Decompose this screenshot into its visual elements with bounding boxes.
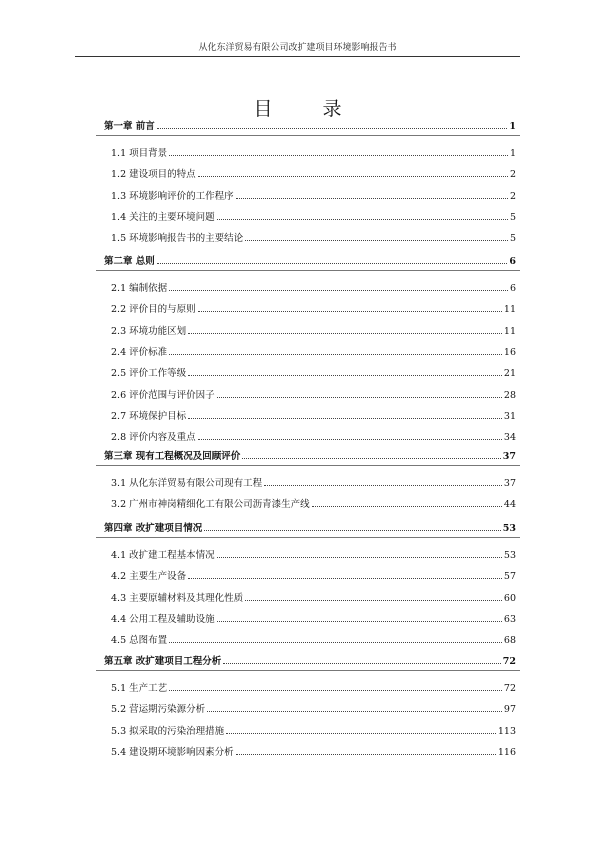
section-page-number: 2 <box>509 169 516 181</box>
section-page-number: 37 <box>503 478 516 489</box>
section-title: 5.1 生产工艺 <box>111 683 168 694</box>
running-header: 从化东洋贸易有限公司改扩建项目环境影响报告书 <box>198 43 397 53</box>
dot-leader <box>217 396 502 398</box>
dot-leader <box>188 374 502 376</box>
dot-leader <box>188 332 502 334</box>
toc-section-entry[interactable] <box>111 593 516 605</box>
section-title: 4.4 公用工程及辅助设施 <box>111 613 215 625</box>
dot-leader <box>264 484 502 486</box>
chapter-divider <box>96 670 520 671</box>
toc-heading: 目 录 <box>253 98 364 120</box>
dot-leader <box>169 353 502 355</box>
chapter-page-number: 1 <box>509 121 516 132</box>
toc-chapter-entry[interactable] <box>104 523 516 535</box>
section-title: 2.4 评价标准 <box>111 346 168 358</box>
section-page-number: 68 <box>503 635 516 647</box>
section-page-number: 21 <box>503 368 516 380</box>
toc-section-entry[interactable] <box>111 683 516 695</box>
toc-chapter-entry[interactable] <box>104 121 516 133</box>
dot-leader <box>188 417 502 419</box>
dot-leader <box>245 599 502 601</box>
chapter-divider <box>96 135 520 136</box>
toc-section-entry[interactable] <box>111 326 516 338</box>
dot-leader <box>169 689 502 691</box>
toc-chapter-entry[interactable] <box>104 451 516 463</box>
toc-section-entry[interactable] <box>111 390 516 402</box>
toc-section-entry[interactable] <box>111 191 516 203</box>
section-page-number: 11 <box>503 304 516 316</box>
toc-section-entry[interactable] <box>111 368 516 380</box>
chapter-divider <box>96 465 520 466</box>
section-page-number: 28 <box>503 389 516 401</box>
toc-section-entry[interactable] <box>111 347 516 359</box>
toc-section-entry[interactable] <box>111 550 516 562</box>
section-title: 2.7 环境保护目标 <box>111 410 187 422</box>
chapter-title: 第五章 改扩建项目工程分析 <box>104 656 222 667</box>
section-page-number: 1 <box>509 148 516 159</box>
section-page-number: 31 <box>503 410 516 422</box>
dot-leader <box>198 175 508 177</box>
toc-section-entry[interactable] <box>111 233 516 245</box>
dot-leader <box>245 239 508 241</box>
chapter-page-number: 37 <box>502 451 516 462</box>
section-page-number: 113 <box>497 725 516 737</box>
toc-chapter-entry[interactable] <box>104 656 516 668</box>
section-page-number: 97 <box>503 704 516 716</box>
section-page-number: 72 <box>503 683 516 694</box>
dot-leader <box>157 262 508 264</box>
dot-leader <box>236 753 496 755</box>
dot-leader <box>169 289 508 291</box>
chapter-divider <box>96 537 520 538</box>
toc-section-entry[interactable] <box>111 478 516 490</box>
toc-section-entry[interactable] <box>111 614 516 626</box>
section-title: 2.8 评价内容及重点 <box>111 432 196 444</box>
dot-leader <box>242 457 500 459</box>
section-page-number: 63 <box>503 613 516 625</box>
dot-leader <box>169 154 508 156</box>
chapter-divider <box>96 270 520 271</box>
section-page-number: 44 <box>503 499 516 511</box>
section-title: 4.3 主要原辅材料及其理化性质 <box>111 592 244 604</box>
toc-chapter-entry[interactable] <box>104 256 516 268</box>
chapter-page-number: 6 <box>509 256 516 267</box>
toc-section-entry[interactable] <box>111 432 516 444</box>
toc-section-entry[interactable] <box>111 148 516 160</box>
dot-leader <box>312 505 502 507</box>
section-title: 1.2 建设项目的特点 <box>111 169 196 181</box>
chapter-page-number: 53 <box>502 523 516 534</box>
toc-section-entry[interactable] <box>111 499 516 511</box>
section-title: 3.1 从化东洋贸易有限公司现有工程 <box>111 478 263 489</box>
dot-leader <box>204 529 500 531</box>
section-page-number: 53 <box>503 550 516 561</box>
section-page-number: 16 <box>503 346 516 358</box>
section-page-number: 60 <box>503 592 516 604</box>
section-title: 1.4 关注的主要环境问题 <box>111 211 215 223</box>
dot-leader <box>217 556 502 558</box>
toc-section-entry[interactable] <box>111 411 516 423</box>
dot-leader <box>217 218 508 220</box>
section-title: 2.2 评价目的与原则 <box>111 304 196 316</box>
section-title: 2.5 评价工作等级 <box>111 368 187 380</box>
dot-leader <box>198 438 502 440</box>
toc-section-entry[interactable] <box>111 212 516 224</box>
section-title: 4.1 改扩建工程基本情况 <box>111 550 215 561</box>
toc-section-entry[interactable] <box>111 726 516 738</box>
section-title: 4.2 主要生产设备 <box>111 571 187 583</box>
toc-section-entry[interactable] <box>111 704 516 716</box>
dot-leader <box>169 641 502 643</box>
chapter-title: 第一章 前言 <box>104 121 155 132</box>
dot-leader <box>236 197 508 199</box>
section-page-number: 6 <box>509 283 516 294</box>
dot-leader <box>207 710 502 712</box>
section-page-number: 2 <box>509 190 516 202</box>
section-title: 2.6 评价范围与评价因子 <box>111 389 215 401</box>
toc-section-entry[interactable] <box>111 635 516 647</box>
section-title: 4.5 总图布置 <box>111 635 168 647</box>
section-page-number: 5 <box>509 211 516 223</box>
toc-section-entry[interactable] <box>111 304 516 316</box>
section-title: 3.2 广州市神岗精细化工有限公司沥青漆生产线 <box>111 499 310 511</box>
chapter-title: 第二章 总则 <box>104 256 155 267</box>
toc-section-entry[interactable] <box>111 747 516 759</box>
section-page-number: 57 <box>503 571 516 583</box>
section-title: 5.2 营运期污染源分析 <box>111 704 206 716</box>
toc-section-entry[interactable] <box>111 283 516 295</box>
dot-leader <box>157 127 508 129</box>
dot-leader <box>226 732 496 734</box>
chapter-title: 第三章 现有工程概况及回顾评价 <box>104 451 241 462</box>
section-page-number: 11 <box>503 325 516 337</box>
dot-leader <box>223 662 500 664</box>
section-title: 5.3 拟采取的污染治理措施 <box>111 725 225 737</box>
section-page-number: 116 <box>497 746 516 758</box>
toc-section-entry[interactable] <box>111 571 516 583</box>
section-page-number: 34 <box>503 432 516 444</box>
section-title: 2.3 环境功能区划 <box>111 325 187 337</box>
section-page-number: 5 <box>509 233 516 245</box>
dot-leader <box>217 620 502 622</box>
section-title: 1.1 项目背景 <box>111 148 168 159</box>
section-title: 5.4 建设期环境影响因素分析 <box>111 746 234 758</box>
dot-leader <box>198 310 502 312</box>
section-title: 1.5 环境影响报告书的主要结论 <box>111 233 244 245</box>
section-title: 1.3 环境影响评价的工作程序 <box>111 190 234 202</box>
section-title: 2.1 编制依据 <box>111 283 168 294</box>
toc-section-entry[interactable] <box>111 169 516 181</box>
dot-leader <box>188 577 502 579</box>
chapter-title: 第四章 改扩建项目情况 <box>104 523 203 534</box>
chapter-page-number: 72 <box>502 656 516 667</box>
